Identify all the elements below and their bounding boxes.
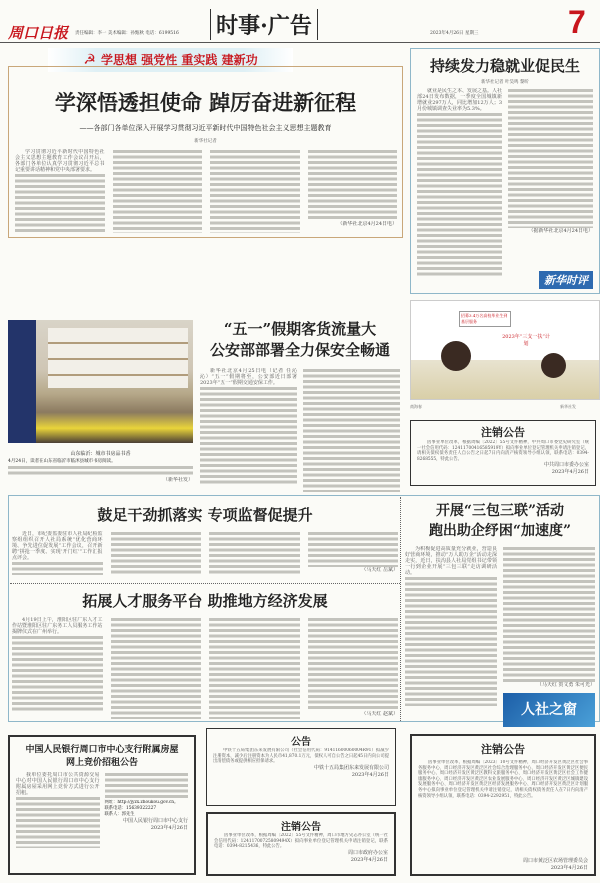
photo-caption xyxy=(8,459,193,484)
sanbao-title-line2: 跑出助企纾困“加速度” xyxy=(428,523,572,539)
notice-title-line2: 网上竞价招租公告 xyxy=(65,758,138,768)
notice-signer: 中铁十五局集团东来发展有限公司 xyxy=(313,764,389,771)
notice-body: 因事业单位改革，根据周编〔2022〕55号文件精神，周口市地方史志办公室（统一社会信用代码：12411700725809494X）拟向事业单位登记管理机关申请注销登记，联系电话：0394-8215436，特此公告。 xyxy=(214,833,388,849)
holiday-article xyxy=(200,318,400,490)
blue-banner-stand xyxy=(8,320,36,443)
reading-room-photo xyxy=(8,320,193,443)
text-lines xyxy=(8,465,193,477)
cancellation-notice-small xyxy=(206,812,396,876)
text-lines xyxy=(16,796,100,848)
lead-article xyxy=(8,66,403,238)
talent-paragraph: 4月19日上午，淮阳区驻广东人才工作站暨淮阳区驻广东务工人员服务工作站揭牌仪式在广州举行。 xyxy=(12,617,103,635)
notice-signer: 周口市黄泛区农场管理委员会 xyxy=(522,858,588,864)
bookshelf xyxy=(48,328,188,388)
text-lines xyxy=(15,173,105,233)
talent-title: 拓展人才服务平台 助推地方经济发展 xyxy=(82,592,328,610)
issue-date: 2023年4月26日 星期三 xyxy=(430,31,479,36)
employment-title: 持续发力稳就业促民生 xyxy=(429,57,580,75)
caption-text: 4月24日，读者在山东省临沂市临沭县城市书房阅读。 xyxy=(8,459,116,464)
lead-byline: 新华社记者 xyxy=(194,139,217,144)
text-lines xyxy=(12,561,103,575)
holiday-title-line1: “五一”假期客货流量大 xyxy=(223,320,377,338)
talent-article xyxy=(12,590,398,718)
text-lines xyxy=(308,617,399,711)
notice-date: 2023年4月26日 xyxy=(350,856,388,863)
notice-signer: 中共周口市委办公室 xyxy=(543,462,589,468)
party-emblem-icon: ☭ xyxy=(83,52,96,68)
notice-body: 因事业单位改革，根据周编〔2022〕55号文件精神，中共周口市委党史研究室（统一社会信用代码：12411700416585919Y）拟向事业单位登记管理机关申请注销登记，请相关债权债务责任人自公告之日起7日内向清产核资领导小组认领，联系电话：0394-8268555，特此公告。 xyxy=(417,440,589,462)
photo-credit: （新华社发） xyxy=(162,477,193,483)
lead-paragraph: 学习贯彻习近平新时代中国特色社会主义思想主题教育工作会议召开后，各部门各单位认真学习贯彻习近平总书记重要讲话精神和党中央部署要求。 xyxy=(15,149,105,173)
dateline: （马天红 赵斌） xyxy=(361,711,398,717)
text-lines xyxy=(209,531,300,575)
sanbao-title-line1: 开展“三包三联”活动 xyxy=(435,503,565,519)
lead-body xyxy=(15,149,397,233)
text-lines xyxy=(113,149,203,233)
text-lines xyxy=(308,531,399,567)
text-lines xyxy=(200,386,297,486)
notice-contact: 联系人：郭先生 xyxy=(104,812,135,817)
employment-cartoon xyxy=(410,300,600,400)
dateline: （新华社北京4月24日电） xyxy=(337,221,397,227)
banner-slogan: 学思想 强党性 重实践 建新功 xyxy=(101,53,258,67)
sanbao-article xyxy=(405,500,595,718)
hr-window-logo: 人社之窗 xyxy=(503,693,595,727)
xinhua-commentary-logo: 新华时评 xyxy=(539,271,593,289)
text-lines xyxy=(111,617,202,719)
employment-paragraph: 就业是民生之本、发展之基。人社部24日发布数据，一季度全国城镇新增就业297万人，同比增加12万人；3月份城镇调查失业率为5.3%。 xyxy=(417,88,502,112)
supervision-title: 鼓足干劲抓落实 专项监督促提升 xyxy=(97,506,313,524)
dotted-divider xyxy=(10,583,400,584)
notice-signer: 中国人民银行周口市中心支行 xyxy=(122,818,188,824)
notice-body: 中铁十五局集团东来发展有限公司（社会信用代码：91411600060004R91）拟减少注册资本，减少后注册资本为人民币41,870.1万元，债权人可自公告之日起45日内向公司提出清偿债务或提供相应担保请求。 xyxy=(213,748,389,764)
dotted-divider xyxy=(400,497,401,721)
notice-title: 公告 xyxy=(291,737,311,748)
dateline: （马天红 岳斌） xyxy=(361,567,398,573)
text-lines xyxy=(405,576,497,706)
lead-title: 学深悟透担使命 踔厉奋进新征程 xyxy=(54,90,357,115)
notice-title-line1: 中国人民银行周口市中心支行附属房屋 xyxy=(25,745,179,755)
notice-date: 2023年4月26日 xyxy=(550,865,588,871)
notice-title: 注销公告 xyxy=(281,822,321,833)
text-lines xyxy=(105,772,189,800)
section-title: 时事·广告 xyxy=(210,9,318,40)
notice-body: 我单位委托周口市公共资源交易中心对中国人民银行周口市中心支行附属房屋采用网上竞价方式进行公开招租。 xyxy=(16,772,100,796)
cartoon-figure xyxy=(441,341,471,371)
cartoon-author: 商海春 xyxy=(410,404,422,409)
cancellation-notice-large xyxy=(410,734,596,876)
cartoon-figure xyxy=(541,353,566,378)
masthead xyxy=(0,0,600,43)
cartoon-sign: 2023年“三支一扶”计划 xyxy=(502,334,550,347)
text-lines xyxy=(508,88,593,228)
text-lines xyxy=(210,149,300,233)
page-number: 7 xyxy=(568,4,586,40)
text-lines xyxy=(503,546,595,682)
notice-date: 2023年4月26日 xyxy=(150,825,188,831)
notice-title: 注销公告 xyxy=(481,743,525,756)
dateline: （据新华社北京4月24日电） xyxy=(528,228,593,234)
notice-title: 注销公告 xyxy=(481,426,525,439)
lead-subtitle: ——各部门各单位深入开展学习贯彻习近平新时代中国特色社会主义思想主题教育 xyxy=(79,124,332,132)
text-lines xyxy=(303,368,400,492)
holiday-title-line2: 公安部部署全力保安全畅通 xyxy=(209,341,390,359)
employment-byline: 新华社记者 叶昊鸣 黎昕 xyxy=(481,80,529,85)
notice-date: 2023年4月26日 xyxy=(351,771,389,778)
supervision-paragraph: 近日，市纪委监委驻市人社局纪检监察组组织召开人社局系统“优化营商环境、争先进位促发展”工作会议，召开新聘“拼抢一季度、实现‘开门红’”工作汇报点评会。 xyxy=(12,531,103,561)
holiday-paragraph: 新华社北京4月25日电（记者 任沁沁）“五一”假期将至，公安部近日部署2023年“五一”假期交通安保工作。 xyxy=(200,368,297,386)
text-lines xyxy=(417,112,502,277)
text-lines xyxy=(209,617,300,719)
notice-signer: 周口市政府办公室 xyxy=(347,849,388,856)
photo-caption-title: 山东临沂：城市书房品书香 xyxy=(70,451,131,457)
notice-body: 因事业单位改革，根据周编〔2023〕10号文件精神，周口经济开发区黄泛区社会事务服务中心、周口经济开发区黄泛区社会综合治理服务中心、周口经济开发区黄泛区便民服务中心、周口经济开发区黄泛区教科文旅服务中心、周口经济开发区黄泛区社会工作健康服务中心、周口经济开发区黄泛区农业发展服务中心、周口经济开发区黄泛区城镇建设发展服务中心、周口经济开发区黄泛区经济发展服务中心、周口经济开发区黄泛区计划服务中心拟向事业单位登记管理机关申请注销登记，请相关债权债务责任人在7日内向清产核资领导小组认领，联系电话：0394-2292951，特此公告。 xyxy=(418,760,588,799)
text-lines xyxy=(308,149,398,221)
text-lines xyxy=(12,635,103,713)
capital-reduction-notice xyxy=(206,728,396,806)
notice-phone: 联系电话：15639322227 xyxy=(104,806,157,811)
employment-article xyxy=(410,48,600,294)
newspaper-logo: 周口日报 xyxy=(8,24,69,42)
notice-date: 2023年4月26日 xyxy=(551,469,589,475)
cartoon-speech-bubble: 招募3.4万名高校毕业生到基层服务 xyxy=(459,311,511,327)
editor-credits: 责任编辑：李一 美术编辑：孙甄秋 电话：6199516 xyxy=(75,31,179,36)
text-lines xyxy=(111,531,202,575)
cartoon-credit: 新华社发 xyxy=(560,404,576,409)
notice-url[interactable]: 网址：http://jyzx.zhoukou.gov.cn。 xyxy=(104,800,179,805)
supervision-article xyxy=(12,500,398,580)
dateline: （马天红 贺文勇 朱可光） xyxy=(536,682,595,688)
bank-rental-notice xyxy=(8,735,196,875)
cancellation-notice-top xyxy=(410,420,596,486)
sanbao-paragraph: 为积极促进高质量充分就业，营造良好营商环境，推动“万人助万企”活动走深走实，近日，扶沟县人社局党组书记带领一行到企业开展“三包三联”走访调研活动。 xyxy=(405,546,497,576)
